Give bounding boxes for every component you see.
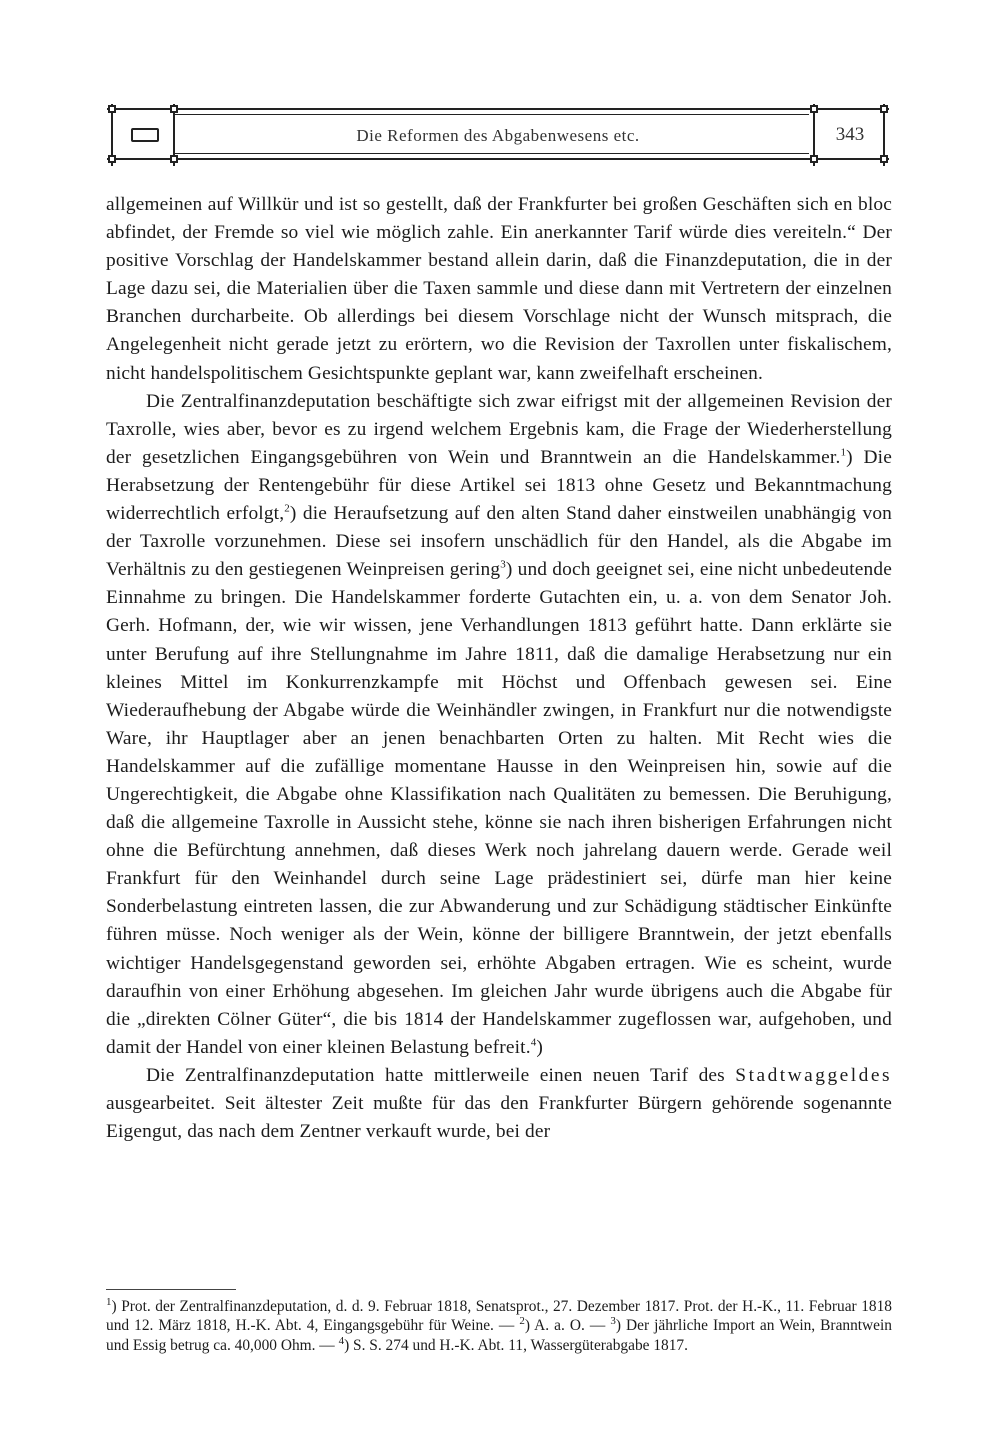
footnote-marker: 1: [840, 446, 847, 459]
paragraph-text: Die Herabsetzung der Rentengebühr für diese Artikel sei 1813 ohne Gesetz und Bekanntmachung widerrechtlich erfolgt,: [106, 446, 892, 525]
footnotes: [106, 1297, 892, 1355]
header-top-rule: [107, 108, 889, 110]
footnote-marker: 2: [284, 502, 290, 515]
header-bottom-rule: [107, 158, 889, 160]
header-inner-bottom-rule: [173, 153, 809, 154]
page-number: 343: [835, 124, 865, 145]
footnote-number: 1: [106, 1295, 112, 1308]
paragraph-text: allgemeinen auf Willkür und ist so gestellt, daß der Frankfurter bei großen Geschäften sich en bloc abfindet, der Fremde so viel wie möglich zahle. Ein anerkannter Tarif würde dies vereiteln.“ Der positive Vorschlag der Handelskammer bestand allein darin, daß die Finanzdeputation, die in der Lage dazu sei, die Materialien über die Taxen sammle und diese dann mit Vertretern der einzelnen Branchen durcharbeite. Ob allerdings bei diesem Vorschlage nicht der Wunsch mitsprach, die Angelegenheit nicht gerade jetzt zu erörtern, wo die Revision der Taxrollen unter fiskalischem, nicht handelspolitischem Gesichtspunkte geplant war, kann zweifelhaft erscheinen.: [106, 194, 892, 384]
footnote-text: A. a. O. —: [530, 1317, 611, 1335]
header-corner-ornament: [170, 155, 178, 163]
emphasized-term: Stadtwaggeldes: [735, 1064, 892, 1086]
header-corner-ornament: [108, 155, 116, 163]
paragraph: [106, 191, 892, 388]
footnote-text: Prot. der Zentralfinanzdeputation, d. d. 9. Februar 1818, Senatsprot., 27. Dezember 1817. Prot. der H.-K., 11. Februar 1818 und 12. März 1818, H.-K. Abt. 4, Eingangsgebühr für Weine. —: [106, 1298, 892, 1335]
paragraph-text: Die Zentralfinanzdeputation beschäftigte sich zwar eifrigst mit der allgemeinen Revision der Taxrolle, wies aber, bevor es zu irgend welchem Ergebnis kam, die Frage der Wiederherstellung der gesetzlichen Eingangsgebühren von Wein und Branntwein an die Handelskammer.: [106, 390, 892, 468]
paragraph-text: Die Zentralfinanzdeputation hatte mittlerweile einen neuen Tarif des: [146, 1064, 736, 1086]
header-corner-ornament: [810, 105, 818, 113]
paragraph-text: und doch geeignet sei, eine nicht unbedeutende Einnahme zu bringen. Die Handelskammer forderte Gutachten ein, u. a. von dem Senator Joh. Gerh. Hofmann, der, wie wir wissen, jene Verhandlungen 1813 geführt hatte. Dann erklärte sie unter Berufung auf ihre Stellungnahme im Jahre 1811, daß die damalige Herabsetzung nur ein kleines Mittel im Konkurrenzkampfe mit Höchst und Offenbach gewesen sei. Eine Wiederaufhebung der Abgabe würde die Weinhändler zwingen, in Frankfurt nur die notwendigste Ware, ihr Hauptlager aber an jenen benachbarten Orten zu halten. Mit Recht wies die Handelskammer auf die zufällige momentane Hausse in den Weinpreisen hin, sowie auf die Ungerechtigkeit, die Abgabe ohne Klassifikation nach Qualitäten zu bemessen. Die Beruhigung, daß die allgemeine Taxrolle in Aussicht stehe, könne sie nach ihren bisherigen Erfahrungen nicht ohne die Befürchtung annehmen, daß dieses Werk noch jahrelang dauern werde. Gerade weil Frankfurt für den Weinhandel durch seine Lage prädestiniert sei, dürfe man hier keine Sonderbelastung eintreten lassen, die zur Abwanderung und zur Schädigung städtischer Einkünfte führen müsse. Noch weniger als der Wein, könne der billigere Branntwein, der jetzt ebenfalls wichtiger Handelsgegenstand geworden sei, erhöhte Abgaben ertragen. Wie es scheint, wurde daraufhin von einer Erhöhung abgesehen. Im gleichen Jahr wurde übrigens auch die Abgabe für die „direkten Cölner Güter“, die bis 1814 der Handelskammer zugeflossen war, aufgehoben, und damit der Handel von einer kleinen Belastung befreit.: [106, 559, 893, 1058]
footnote-number: 3: [610, 1315, 616, 1328]
paragraph-text: ausgearbeitet. Seit ältester Zeit mußte für das den Frankfurter Bürgern gehörende sogenannte Eigengut, das nach dem Zentner verkauft wurde, bei der: [106, 1093, 892, 1143]
header-corner-ornament: [108, 105, 116, 113]
footnote-number: 2: [519, 1315, 525, 1328]
paragraph-text: die Heraufsetzung auf den alten Stand daher einstweilen unabhängig von der Taxrolle vorzunehmen. Diese sei insofern unschädlich für den Handel, als die Abgabe im Verhältnis zu den gestiegenen Weinpreisen gering: [106, 503, 893, 581]
footnote-text: S. S. 274 und H.-K. Abt. 11, Wassergüterabgabe 1817.: [349, 1336, 688, 1354]
header-corner-ornament: [880, 105, 888, 113]
header-corner-ornament: [810, 155, 818, 163]
footnote-block: $^1$) Prot. der Zentralfinanzdeputation, d. d. 9. Februar 1818, Senatsprot., 27. Dezember 1817. Prot. der H.-K., 11. Februar 1818 und 12. März 1818, H.-K. Abt. 4, Eingangsgebühr für Weine. — $^2$) A. a. O. — $^3$) Der jährliche Import an Wein, Branntwein und Essig betrug ca. 40,000 Ohm. — $^4$) S. S. 274 und H.-K. Abt. 11, Wassergüterabgabe 1817.: [106, 1295, 892, 1354]
running-title: Die Reformen des Abgabenwesens etc.: [356, 126, 640, 145]
paragraph: [106, 1062, 892, 1146]
footnote-marker: 3: [500, 558, 506, 571]
body-text: [106, 191, 892, 1146]
header-corner-ornament: [880, 155, 888, 163]
page-header: [107, 104, 889, 166]
footnote-marker: 4: [530, 1036, 537, 1049]
header-box-ornament: [131, 128, 159, 142]
footnote-divider: [106, 1289, 236, 1290]
footnote-number: 4: [338, 1334, 345, 1347]
header-inner-top-rule: [173, 114, 809, 115]
footnote-text: Der jährliche Import an Wein, Branntwein und Essig betrug ca. 40,000 Ohm. —: [106, 1317, 892, 1354]
paragraph: Die Zentralfinanzdeputation beschäftigte sich zwar eifrigst mit der allgemeinen Revision der Taxrolle, wies aber, bevor es zu irgend welchem Ergebnis kam, die Frage der Wiederherstellung der gesetzlichen Eingangsgebühren von Wein und Branntwein an die Handelskammer.$^1$) Die Herabsetzung der Rentengebühr für diese Artikel sei 1813 ohne Gesetz und Bekanntmachung widerrechtlich erfolgt,$^2$) die Heraufsetzung auf den alten Stand daher einstweilen unabhängig von der Taxrolle vorzunehmen. Diese sei insofern unschädlich für den Handel, als die Abgabe im Verhältnis zu den gestiegenen Weinpreisen gering$^3$) und doch geeignet sei, eine nicht unbedeutende Einnahme zu bringen. Die Handelskammer forderte Gutachten ein, u. a. von dem Senator Joh. Gerh. Hofmann, der, wie wir wissen, jene Verhandlungen 1813 geführt hatte. Dann erklärte sie unter Berufung auf ihre Stellungnahme im Jahre 1811, daß die damalige Herabsetzung nur ein kleines Mittel im Konkurrenzkampfe mit Höchst und Offenbach gewesen sei. Eine Wiederaufhebung der Abgabe würde die Weinhändler zwingen, in Frankfurt nur die notwendigste Ware, ihr Hauptlager aber an jenen benachbarten Orten zu halten. Mit Recht wies die Handelskammer auf die zufällige momentane Hausse in den Weinpreisen hin, sowie auf die Ungerechtigkeit, die Abgabe ohne Klassifikation nach Qualitäten zu bemessen. Die Beruhigung, daß die allgemeine Taxrolle in Aussicht stehe, könne sie nach ihren bisherigen Erfahrungen nicht ohne die Befürchtung annehmen, daß dieses Werk noch jahrelang dauern werde. Gerade weil Frankfurt für den Weinhandel durch seine Lage prädestiniert sei, dürfe man hier keine Sonderbelastung eintreten lassen, die zur Abwanderung und zur Schädigung städtischer Einkünfte führen müsse. Noch weniger als der Wein, könne der billigere Branntwein, der jetzt ebenfalls wichtiger Handelsgegenstand geworden sei, erhöhte Abgaben ertragen. Wie es scheint, wurde daraufhin von einer Erhöhung abgesehen. Im gleichen Jahr wurde übrigens auch die Abgabe für die „direkten Cölner Güter“, die bis 1814 der Handelskammer zugeflossen war, aufgehoben, und damit der Handel von einer kleinen Belastung befreit.$^4$): [106, 390, 893, 1058]
header-corner-ornament: [170, 105, 178, 113]
